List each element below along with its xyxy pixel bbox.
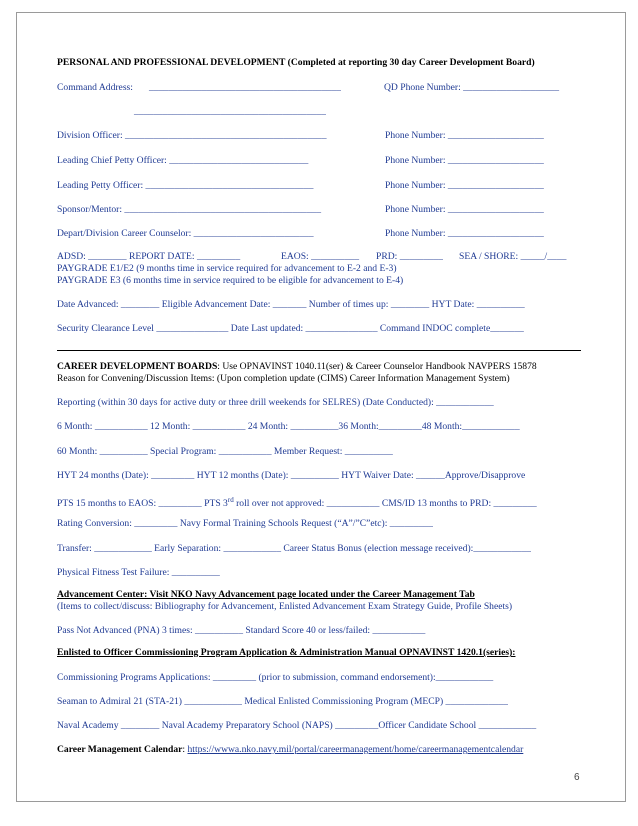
career-management-calendar-line	[57, 744, 523, 756]
career-development-boards-reference: : Use OPNAVINST 1040.11(ser) & Career Counselor Handbook NAVPERS 15878	[217, 361, 537, 372]
command-address-field[interactable]: ________________________________________	[149, 82, 341, 93]
commissioning-applications-line[interactable]: Commissioning Programs Applications: _________ (prior to submission, command endorsement):____________	[57, 672, 494, 683]
sea-shore-field[interactable]: SEA / SHORE: _____/____	[459, 251, 567, 262]
rating-conversion-line[interactable]: Rating Conversion: _________ Navy Formal Training Schools Request (“A”/”C”etc): _________	[57, 518, 433, 529]
leading-po-field[interactable]: Leading Petty Officer: ___________________________________	[57, 180, 314, 191]
hyt-line[interactable]: HYT 24 months (Date): _________ HYT 12 months (Date): __________ HYT Waiver Date: ______Approve/Disapprove	[57, 470, 526, 481]
section-personal-development-title: PERSONAL AND PROFESSIONAL DEVELOPMENT (Completed at reporting 30 day Career Development Board)	[57, 57, 535, 68]
pts-superscript: rd	[227, 496, 234, 504]
advancement-items-note: (Items to collect/discuss: Bibliography for Advancement, Enlisted Advancement Exam Strategy Guide, Profile Sheets)	[57, 601, 513, 612]
advancement-center-title: Advancement Center: Visit NKO Navy Advancement page located under the Career Management Tab	[57, 589, 475, 600]
paygrade-e1-e2-note: PAYGRADE E1/E2 (9 months time in service required for advancement to E-2 and E-3)	[57, 263, 397, 274]
pts-line[interactable]	[57, 494, 537, 510]
reason-for-convening: Reason for Convening/Discussion Items: (Upon completion update (CIMS) Career Information Management System)	[57, 373, 510, 384]
date-advanced-line[interactable]: Date Advanced: ________ Eligible Advancement Date: _______ Number of times up: ________ HYT Date: __________	[57, 299, 525, 310]
pna-line[interactable]: Pass Not Advanced (PNA) 3 times: __________ Standard Score 40 or less/failed: ___________	[57, 625, 426, 636]
career-development-boards-heading	[57, 361, 537, 373]
sixty-month-line[interactable]: 60 Month: __________ Special Program: ___________ Member Request: __________	[57, 446, 393, 457]
monthly-boards-line[interactable]: 6 Month: ___________ 12 Month: ___________ 24 Month: __________36 Month:_________48 Month:____________	[57, 421, 520, 432]
command-address-field-2[interactable]: ________________________________________	[134, 106, 326, 117]
page-number: 6	[574, 772, 580, 783]
command-address-label: Command Address:	[57, 82, 133, 93]
calendar-link[interactable]: https://wwwa.nko.navy.mil/portal/careermanagement/home/careermanagementcalendar	[187, 744, 524, 755]
sponsor-field[interactable]: Sponsor/Mentor: _________________________________________	[57, 204, 322, 215]
adsd-report-date-field[interactable]: ADSD: ________ REPORT DATE: _________	[57, 251, 241, 262]
leading-po-phone-field[interactable]: Phone Number: ____________________	[385, 180, 544, 191]
naval-academy-line[interactable]: Naval Academy ________ Naval Academy Preparatory School (NAPS) _________Officer Candidate School ____________	[57, 720, 537, 731]
section-divider	[57, 350, 581, 351]
calendar-colon: :	[182, 744, 188, 755]
eaos-field[interactable]: EAOS: __________	[281, 251, 360, 262]
qd-phone-field[interactable]: QD Phone Number: ____________________	[384, 82, 560, 93]
transfer-line[interactable]: Transfer: ____________ Early Separation: ____________ Career Status Bonus (election message received):____________	[57, 543, 531, 554]
career-development-boards-title: CAREER DEVELOPMENT BOARDS	[57, 361, 218, 372]
career-counselor-phone-field[interactable]: Phone Number: ____________________	[385, 228, 544, 239]
pft-failure-line[interactable]: Physical Fitness Test Failure: __________	[57, 567, 220, 578]
pts-text-a: PTS 15 months to EAOS: _________ PTS 3	[57, 498, 228, 510]
division-officer-field[interactable]: Division Officer: __________________________________________	[57, 130, 327, 141]
commissioning-program-title: Enlisted to Officer Commissioning Program Application & Administration Manual OPNAVINST 1420.1(series):	[57, 647, 516, 658]
paygrade-e3-note: PAYGRADE E3 (6 months time in service required to be eligible for advancement to E-4)	[57, 275, 404, 286]
seaman-to-admiral-line[interactable]: Seaman to Admiral 21 (STA-21) ____________ Medical Enlisted Commissioning Program (MECP) _____________	[57, 696, 508, 707]
calendar-label: Career Management Calendar	[57, 744, 183, 755]
prd-field[interactable]: PRD: _________	[376, 251, 443, 262]
reporting-date-line[interactable]: Reporting (within 30 days for active duty or three drill weekends for SELRES) (Date Conducted): ____________	[57, 397, 494, 408]
leading-chief-phone-field[interactable]: Phone Number: ____________________	[385, 155, 544, 166]
career-counselor-field[interactable]: Depart/Division Career Counselor: _________________________	[57, 228, 314, 239]
leading-chief-field[interactable]: Leading Chief Petty Officer: _____________________________	[57, 155, 309, 166]
pts-text-b: roll over not approved: ___________ CMS/ID 13 months to PRD: _________	[233, 498, 537, 510]
security-clearance-line[interactable]: Security Clearance Level _______________ Date Last updated: _______________ Command INDOC complete_______	[57, 323, 524, 334]
division-officer-phone-field[interactable]: Phone Number: ____________________	[385, 130, 544, 141]
sponsor-phone-field[interactable]: Phone Number: ____________________	[385, 204, 544, 215]
